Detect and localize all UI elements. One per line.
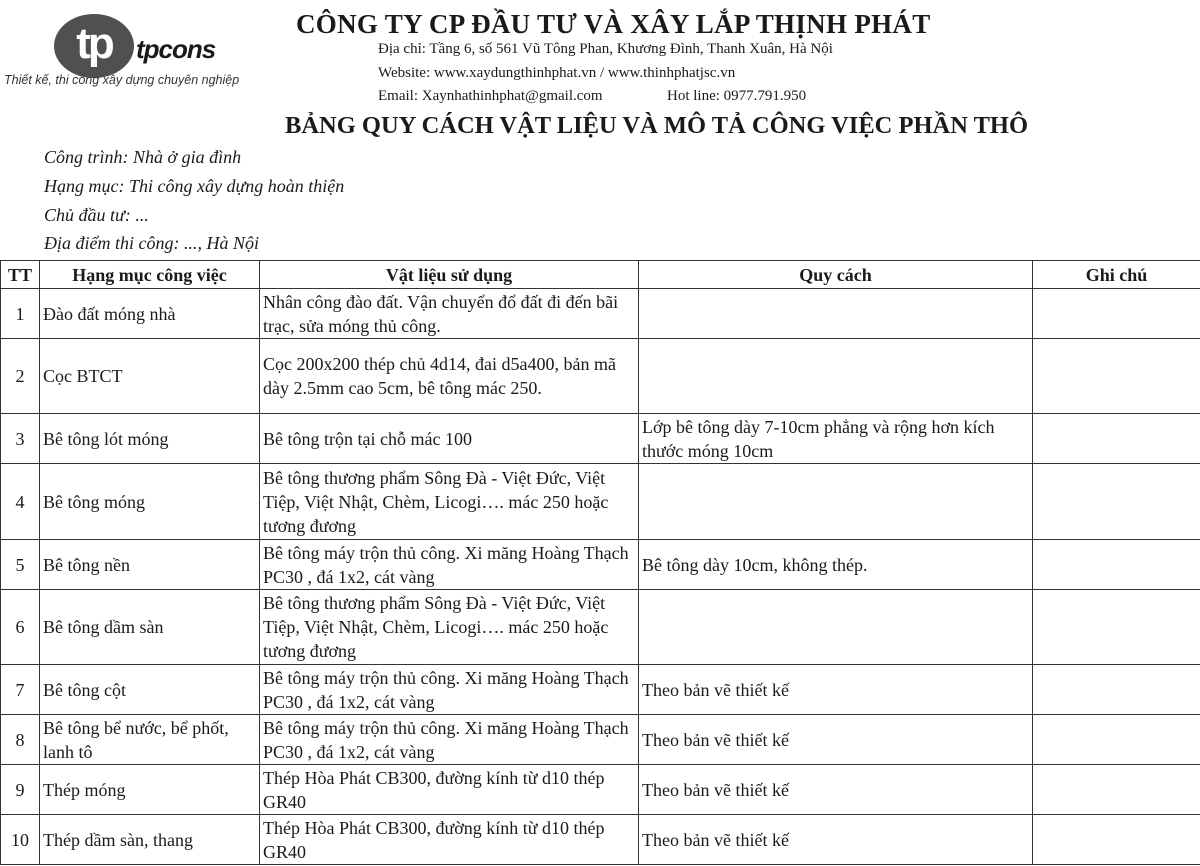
cell-spec [639,590,1033,665]
cell-material: Bê tông thương phẩm Sông Đà - Việt Đức, Việt Tiệp, Việt Nhật, Chèm, Licogi…. mác 250 hoặc tương đương [260,590,639,665]
cell-material: Cọc 200x200 thép chủ 4d14, đai d5a400, bản mã dày 2.5mm cao 5cm, bê tông mác 250. [260,339,639,414]
cell-spec [639,464,1033,540]
cell-spec: Bê tông dày 10cm, không thép. [639,540,1033,590]
cell-item: Bê tông dầm sàn [40,590,260,665]
cell-item: Bê tông móng [40,464,260,540]
cell-material: Bê tông thương phẩm Sông Đà - Việt Đức, Việt Tiệp, Việt Nhật, Chèm, Licogi…. mác 250 hoặc tương đương [260,464,639,540]
cell-note [1033,540,1200,590]
cell-note [1033,815,1200,865]
document-title: BẢNG QUY CÁCH VẬT LIỆU VÀ MÔ TẢ CÔNG VIỆC PHẦN THÔ [285,112,1029,139]
cell-item: Đào đất móng nhà [40,289,260,339]
company-hotline: Hot line: 0977.791.950 [667,88,807,104]
header-tt: TT [1,261,40,289]
company-website: Website: www.xaydungthinhphat.vn / www.thinhphatjsc.vn [378,65,736,81]
cell-tt: 2 [1,339,40,414]
cell-spec: Theo bản vẽ thiết kế [639,715,1033,765]
table-row [1,765,1200,815]
cell-tt: 8 [1,715,40,765]
table-row [1,540,1200,590]
logo-wordmark: tpcons [136,34,216,64]
cell-note [1033,665,1200,715]
cell-tt: 7 [1,665,40,715]
cell-spec: Theo bản vẽ thiết kế [639,665,1033,715]
cell-item: Bê tông nền [40,540,260,590]
cell-note [1033,289,1200,339]
category-line: Hạng mục: Thi công xây dựng hoàn thiện [44,176,345,196]
table-row [1,665,1200,715]
cell-note [1033,715,1200,765]
cell-spec: Theo bản vẽ thiết kế [639,815,1033,865]
cell-material: Bê tông máy trộn thủ công. Xi măng Hoàng Thạch PC30 , đá 1x2, cát vàng [260,715,639,765]
cell-spec: Lớp bê tông dày 7-10cm phẳng và rộng hơn kích thước móng 10cm [639,414,1033,464]
header-note: Ghi chú [1033,261,1200,289]
cell-note [1033,464,1200,540]
cell-material: Bê tông máy trộn thủ công. Xi măng Hoàng Thạch PC30 , đá 1x2, cát vàng [260,540,639,590]
table-row [1,590,1200,665]
cell-material: Nhân công đào đất. Vận chuyển đổ đất đi đến bãi trạc, sửa móng thủ công. [260,289,639,339]
company-email: Email: Xaynhathinhphat@gmail.com [378,88,603,104]
cell-item: Bê tông lót móng [40,414,260,464]
table-header-row [1,261,1200,289]
cell-tt: 3 [1,414,40,464]
cell-material: Thép Hòa Phát CB300, đường kính từ d10 thép GR40 [260,765,639,815]
table-row [1,414,1200,464]
materials-table [0,260,1200,865]
table-row [1,339,1200,414]
logo-mark: tp [76,19,112,68]
cell-note [1033,414,1200,464]
cell-note [1033,765,1200,815]
cell-material: Bê tông máy trộn thủ công. Xi măng Hoàng Thạch PC30 , đá 1x2, cát vàng [260,665,639,715]
location-line: Địa điểm thi công: ..., Hà Nội [44,233,259,253]
cell-item: Bê tông bể nước, bể phốt, lanh tô [40,715,260,765]
header-spec: Quy cách [639,261,1033,289]
cell-tt: 5 [1,540,40,590]
cell-spec [639,289,1033,339]
header-item: Hạng mục công việc [40,261,260,289]
cell-material: Thép Hòa Phát CB300, đường kính từ d10 thép GR40 [260,815,639,865]
investor-line: Chủ đầu tư: ... [44,205,149,225]
company-address: Địa chỉ: Tầng 6, số 561 Vũ Tông Phan, Khương Đình, Thanh Xuân, Hà Nội [378,41,833,57]
cell-item: Thép dầm sàn, thang [40,815,260,865]
project-line: Công trình: Nhà ở gia đình [44,147,242,167]
cell-spec [639,339,1033,414]
cell-item: Bê tông cột [40,665,260,715]
cell-note [1033,339,1200,414]
logo-slogan: Thiết kế, thi công xây dựng chuyên nghiệp [4,73,240,87]
table-row [1,815,1200,865]
company-logo [0,0,250,95]
cell-spec: Theo bản vẽ thiết kế [639,765,1033,815]
cell-tt: 1 [1,289,40,339]
table-row [1,289,1200,339]
cell-material: Bê tông trộn tại chỗ mác 100 [260,414,639,464]
cell-note [1033,590,1200,665]
table-row [1,715,1200,765]
table-row [1,464,1200,540]
cell-tt: 10 [1,815,40,865]
cell-item: Cọc BTCT [40,339,260,414]
cell-item: Thép móng [40,765,260,815]
company-name: CÔNG TY CP ĐẦU TƯ VÀ XÂY LẮP THỊNH PHÁT [296,9,931,39]
cell-tt: 9 [1,765,40,815]
header-material: Vật liệu sử dụng [260,261,639,289]
cell-tt: 6 [1,590,40,665]
cell-tt: 4 [1,464,40,540]
